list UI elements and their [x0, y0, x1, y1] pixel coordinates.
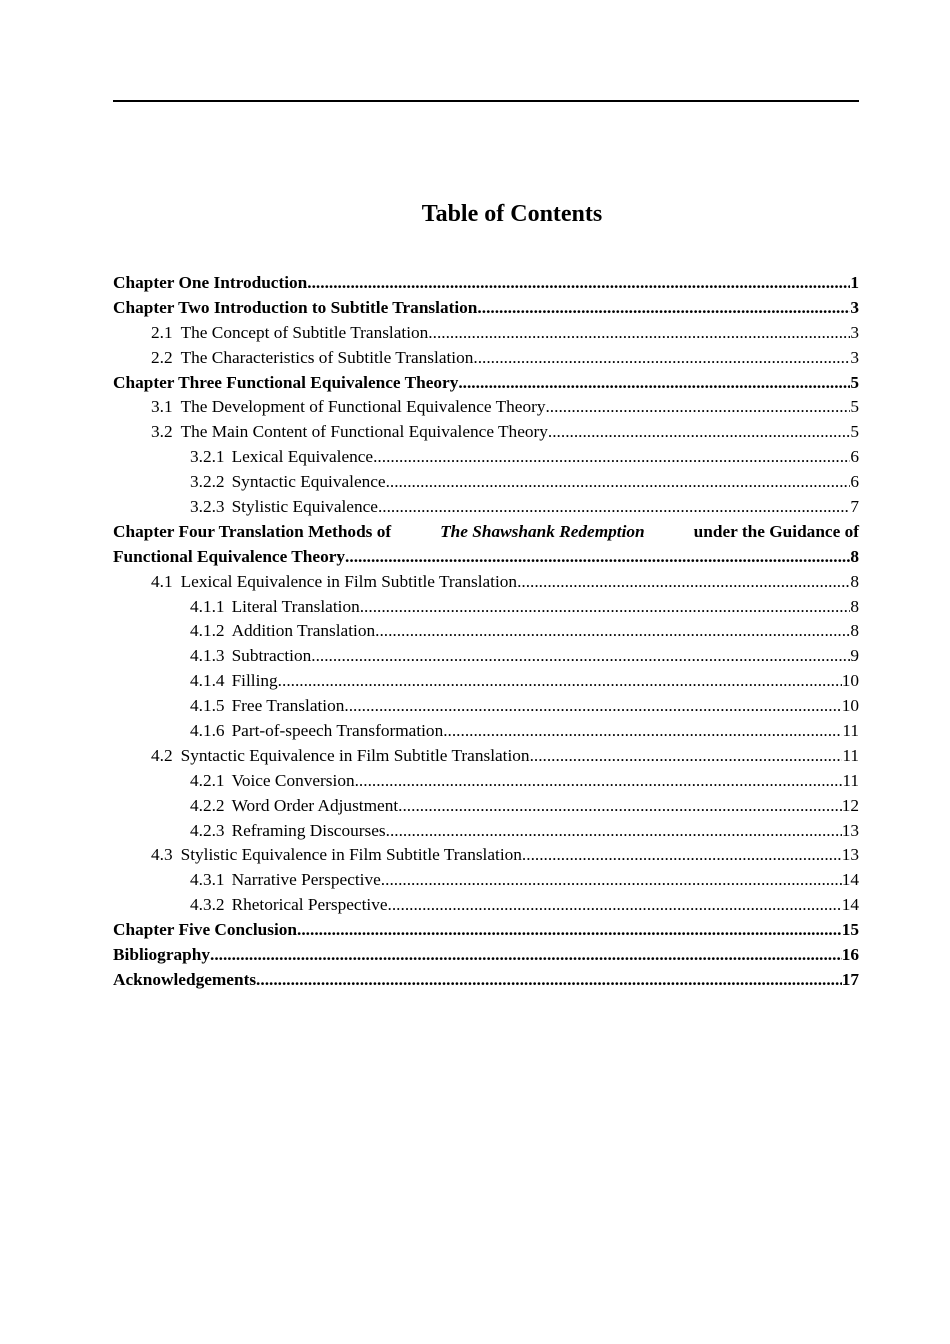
- toc-entry-text: Reframing Discourses: [231, 820, 386, 840]
- toc-entry-text: Chapter Two Introduction to Subtitle Translation: [113, 297, 478, 317]
- toc-entry-text: Voice Conversion: [231, 770, 355, 790]
- toc-entry-text: Stylistic Equivalence in Film Subtitle Translation: [180, 845, 522, 865]
- toc-entry-number: 4.2.3: [190, 820, 225, 840]
- toc-entry-s4-1-4[interactable]: [113, 669, 859, 694]
- toc-entry-ch2[interactable]: [113, 296, 859, 321]
- toc-entry-number: 4.3.1: [190, 870, 225, 890]
- toc-entry-text: Literal Translation: [231, 596, 360, 616]
- toc-entry-bib[interactable]: [113, 943, 859, 968]
- toc-entry-s4-2[interactable]: [113, 744, 859, 769]
- toc-entry-text: The Development of Functional Equivalence Theory: [180, 397, 546, 417]
- toc-entry-page: 13: [841, 820, 859, 840]
- toc-entry-page: 15: [841, 920, 859, 940]
- toc-entry-page: 12: [841, 795, 859, 815]
- toc-entry-number: 4.1.6: [190, 721, 225, 741]
- toc-entry-text: Lexical Equivalence: [231, 447, 374, 467]
- page-title: Table of Contents: [421, 201, 603, 227]
- toc-leader-dots: [530, 744, 843, 769]
- toc-entry-page: 5: [850, 372, 859, 392]
- toc-entry-ack[interactable]: [113, 968, 859, 993]
- toc-entry-page: 8: [850, 596, 859, 616]
- toc-entry-page: 8: [850, 571, 859, 591]
- toc-leader-dots: [398, 794, 842, 819]
- toc-entry-number: 4.1.1: [190, 596, 225, 616]
- toc-entry-page: 6: [850, 472, 859, 492]
- toc-entry-s3-2-1[interactable]: [113, 445, 859, 470]
- toc-entry-text: Free Translation: [231, 696, 345, 716]
- toc-leader-dots: [311, 644, 850, 669]
- toc-entry-page: 11: [842, 721, 859, 741]
- toc-entry-page: 10: [841, 696, 859, 716]
- toc-entry-number: 4.2.1: [190, 770, 225, 790]
- toc-entry-number: 4.1.3: [190, 646, 225, 666]
- toc-entry-ch4-text: Functional Equivalence Theory: [113, 546, 346, 566]
- toc-leader-dots: [473, 346, 850, 371]
- toc-leader-dots: [443, 719, 842, 744]
- toc-entry-text: Syntactic Equivalence in Film Subtitle Translation: [180, 745, 530, 765]
- toc-entry-s4-2-1[interactable]: [113, 769, 859, 794]
- toc-leader-dots: [307, 271, 850, 296]
- toc-entry-number: 4.3.2: [190, 895, 225, 915]
- toc-entry-s4-3[interactable]: [113, 843, 859, 868]
- toc-entry-number: 2.2: [151, 347, 173, 367]
- toc-entry-page: 13: [841, 845, 859, 865]
- toc-entry-text: Word Order Adjustment: [231, 795, 399, 815]
- toc-entry-number: 3.1: [151, 397, 173, 417]
- toc-entry-s2-2[interactable]: [113, 346, 859, 371]
- toc-entry-number: 2.1: [151, 322, 173, 342]
- toc-entry-ch4-page: 8: [850, 546, 859, 566]
- toc-entry-ch4-line2: [113, 545, 859, 570]
- toc-entry-page: 14: [841, 870, 859, 890]
- toc-entry-text: Acknowledgements: [113, 969, 257, 989]
- toc-entry-number: 4.2: [151, 745, 173, 765]
- toc-leader-dots: [360, 595, 851, 620]
- toc-group-before: [113, 271, 859, 520]
- toc-entry-text: Chapter Three Functional Equivalence Theory: [113, 372, 459, 392]
- toc-leader-dots: [375, 619, 850, 644]
- toc-entry-page: 3: [850, 297, 859, 317]
- toc-leader-dots: [388, 893, 842, 918]
- toc-entry-text: Lexical Equivalence in Film Subtitle Translation: [180, 571, 518, 591]
- toc-entry-s3-1[interactable]: [113, 395, 859, 420]
- toc-entry-number: 3.2.2: [190, 472, 225, 492]
- toc-entry-text: Part-of-speech Transformation: [231, 721, 444, 741]
- toc-leader-dots: [522, 843, 842, 868]
- toc-entry-page: 17: [841, 969, 859, 989]
- toc-leader-dots: [297, 918, 842, 943]
- toc-entry-page: 11: [842, 770, 859, 790]
- toc-entry-number: 3.2.3: [190, 497, 225, 517]
- toc-leader-dots: [381, 868, 842, 893]
- toc-leader-dots: [373, 445, 850, 470]
- toc-entry-number: 4.3: [151, 845, 173, 865]
- toc-entry-page: 5: [850, 422, 859, 442]
- toc-entry-s4-1[interactable]: [113, 570, 859, 595]
- toc-leader-dots: [210, 943, 842, 968]
- toc-entry-ch3[interactable]: [113, 371, 859, 396]
- toc-leader-dots: [256, 968, 842, 993]
- toc-entry-s3-2-2[interactable]: [113, 470, 859, 495]
- toc-leader-dots: [386, 470, 851, 495]
- toc-entry-text: Subtraction: [231, 646, 312, 666]
- toc-entry-page: 11: [842, 745, 859, 765]
- toc-entry-text: Narrative Perspective: [231, 870, 381, 890]
- toc-entry-s4-1-1[interactable]: [113, 595, 859, 620]
- toc-leader-dots: [278, 669, 842, 694]
- toc-leader-dots: [428, 321, 850, 346]
- toc-entry-ch4[interactable]: [113, 520, 859, 570]
- toc-entry-page: 7: [850, 497, 859, 517]
- toc-entry-text: Syntactic Equivalence: [231, 472, 386, 492]
- toc-entry-ch1[interactable]: [113, 271, 859, 296]
- toc-entry-ch4-lead: Chapter Four Translation Methods of: [113, 521, 392, 541]
- toc-entry-ch4-tail: under the Guidance of: [693, 521, 859, 541]
- toc-leader-dots: [545, 395, 850, 420]
- toc-leader-dots: [517, 570, 850, 595]
- toc-entry-number: 4.1.4: [190, 671, 225, 691]
- toc-entry-number: 4.1.5: [190, 696, 225, 716]
- toc-entry-text: Stylistic Equivalence: [231, 497, 378, 517]
- toc-entry-s4-3-2[interactable]: [113, 893, 859, 918]
- toc-entry-s3-2[interactable]: [113, 420, 859, 445]
- toc-entry-ch5[interactable]: [113, 918, 859, 943]
- toc-entry-number: 4.1.2: [190, 621, 225, 641]
- toc-entry-text: Chapter Five Conclusion: [113, 920, 298, 940]
- toc-entry-text: Bibliography: [113, 945, 210, 965]
- toc-entry-s4-1-3[interactable]: [113, 644, 859, 669]
- toc-entry-number: 3.2.1: [190, 447, 225, 467]
- toc-entry-page: 3: [850, 347, 859, 367]
- toc-leader-dots: [344, 694, 841, 719]
- toc-entry-s4-1-2[interactable]: [113, 619, 859, 644]
- toc-entry-number: 4.1: [151, 571, 173, 591]
- toc-entry-page: 14: [841, 895, 859, 915]
- toc-entry-page: 9: [850, 646, 859, 666]
- toc-entry-page: 6: [850, 447, 859, 467]
- toc-entry-text: Rhetorical Perspective: [231, 895, 388, 915]
- toc-entry-s4-1-6[interactable]: [113, 719, 859, 744]
- toc-entry-s4-3-1[interactable]: [113, 868, 859, 893]
- toc-entry-text: Addition Translation: [231, 621, 376, 641]
- toc-entry-s4-1-5[interactable]: [113, 694, 859, 719]
- toc-leader-dots: [458, 371, 850, 396]
- toc-entry-s2-1[interactable]: [113, 321, 859, 346]
- table-of-contents: [113, 271, 859, 993]
- toc-entry-number: 4.2.2: [190, 795, 225, 815]
- toc-entry-text: Filling: [231, 671, 278, 691]
- toc-entry-text: Chapter One Introduction: [113, 273, 308, 292]
- toc-entry-page: 1: [850, 273, 859, 292]
- toc-entry-page: 3: [850, 322, 859, 342]
- toc-leader-dots: [548, 420, 850, 445]
- toc-leader-dots: [477, 296, 850, 321]
- toc-entry-s4-2-3[interactable]: [113, 819, 859, 844]
- toc-entry-page: 10: [841, 671, 859, 691]
- toc-entry-s3-2-3[interactable]: [113, 495, 859, 520]
- toc-entry-s4-2-2[interactable]: [113, 794, 859, 819]
- toc-group-after: [113, 570, 859, 993]
- toc-leader-dots: [378, 495, 850, 520]
- toc-entry-page: 5: [850, 397, 859, 417]
- toc-leader-dots: [386, 819, 842, 844]
- toc-entry-page: 16: [841, 945, 859, 965]
- toc-entry-text: The Concept of Subtitle Translation: [180, 322, 429, 342]
- toc-entry-page: 8: [850, 621, 859, 641]
- toc-entry-ch4-film-title: The Shawshank Redemption: [440, 521, 645, 541]
- toc-entry-number: 3.2: [151, 422, 173, 442]
- header-rule: [113, 100, 859, 102]
- toc-entry-ch4-line1: [113, 520, 859, 545]
- toc-leader-dots: [345, 545, 850, 570]
- toc-entry-text: The Characteristics of Subtitle Translation: [180, 347, 474, 367]
- toc-leader-dots: [355, 769, 843, 794]
- toc-entry-text: The Main Content of Functional Equivalence Theory: [180, 422, 548, 442]
